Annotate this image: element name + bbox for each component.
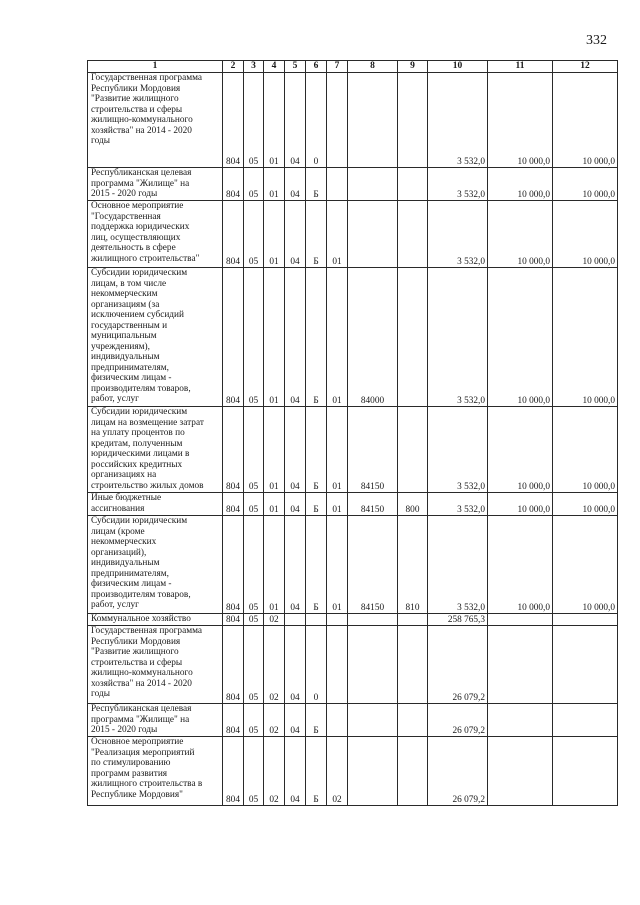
cell-amount-11: 10 000,0 bbox=[488, 168, 553, 201]
cell-ministry: 804 bbox=[223, 737, 244, 806]
cell-amount-11 bbox=[488, 626, 553, 704]
cell-section: 05 bbox=[244, 626, 264, 704]
cell-amount-11: 10 000,0 bbox=[488, 73, 553, 168]
cell-subsection: 02 bbox=[264, 626, 285, 704]
table-row bbox=[88, 201, 618, 268]
cell-section: 05 bbox=[244, 614, 264, 626]
budget-table bbox=[87, 60, 618, 806]
table-row bbox=[88, 493, 618, 516]
cell-code-9: 800 bbox=[398, 493, 428, 516]
cell-amount-11: 10 000,0 bbox=[488, 201, 553, 268]
cell-code-5: 04 bbox=[285, 516, 306, 614]
table-row bbox=[88, 614, 618, 626]
cell-code-5: 04 bbox=[285, 407, 306, 493]
col-header: 4 bbox=[264, 61, 285, 73]
cell-amount-10: 3 532,0 bbox=[428, 493, 488, 516]
cell-code-5: 04 bbox=[285, 201, 306, 268]
cell-amount-10: 3 532,0 bbox=[428, 516, 488, 614]
cell-amount-11 bbox=[488, 614, 553, 626]
cell-code-9 bbox=[398, 614, 428, 626]
cell-amount-10: 3 532,0 bbox=[428, 73, 488, 168]
cell-subsection: 01 bbox=[264, 493, 285, 516]
row-name: Государственная программа Республики Мордовия "Развитие жилищного строительства и сферы жилищно-коммунального хозяйства" на 2014 - 2020 годы bbox=[88, 626, 223, 704]
cell-amount-11: 10 000,0 bbox=[488, 407, 553, 493]
cell-code-6: 0 bbox=[306, 626, 327, 704]
cell-amount-12: 10 000,0 bbox=[553, 516, 618, 614]
cell-subsection: 01 bbox=[264, 168, 285, 201]
table-row bbox=[88, 73, 618, 168]
cell-subsection: 01 bbox=[264, 73, 285, 168]
col-header: 8 bbox=[348, 61, 398, 73]
cell-code-9 bbox=[398, 737, 428, 806]
cell-amount-11: 10 000,0 bbox=[488, 516, 553, 614]
cell-code-5: 04 bbox=[285, 268, 306, 407]
cell-amount-10: 3 532,0 bbox=[428, 407, 488, 493]
cell-code-5: 04 bbox=[285, 493, 306, 516]
cell-amount-10: 3 532,0 bbox=[428, 201, 488, 268]
cell-code-7 bbox=[327, 614, 348, 626]
cell-section: 05 bbox=[244, 201, 264, 268]
table-row bbox=[88, 626, 618, 704]
cell-code-6: Б bbox=[306, 704, 327, 737]
table-row bbox=[88, 268, 618, 407]
col-header: 9 bbox=[398, 61, 428, 73]
cell-amount-12: 10 000,0 bbox=[553, 73, 618, 168]
row-name: Республиканская целевая программа "Жилище" на 2015 - 2020 годы bbox=[88, 168, 223, 201]
table-row bbox=[88, 737, 618, 806]
row-name: Основное мероприятие "Государственная поддержка юридических лиц, осуществляющих деятельность в сфере жилищного строительства" bbox=[88, 201, 223, 268]
cell-subsection: 02 bbox=[264, 704, 285, 737]
table-row bbox=[88, 168, 618, 201]
row-name: Основное мероприятие "Реализация мероприятий по стимулированию программ развития жилищного строительства в Республике Мордовия" bbox=[88, 737, 223, 806]
cell-ministry: 804 bbox=[223, 493, 244, 516]
col-header: 11 bbox=[488, 61, 553, 73]
col-header: 6 bbox=[306, 61, 327, 73]
cell-code-5: 04 bbox=[285, 737, 306, 806]
cell-subsection: 01 bbox=[264, 268, 285, 407]
cell-code-6: Б bbox=[306, 407, 327, 493]
cell-code-9 bbox=[398, 704, 428, 737]
col-header: 2 bbox=[223, 61, 244, 73]
cell-code-5: 04 bbox=[285, 626, 306, 704]
cell-code-6: Б bbox=[306, 737, 327, 806]
cell-amount-10: 3 532,0 bbox=[428, 268, 488, 407]
cell-code-9: 810 bbox=[398, 516, 428, 614]
row-name: Республиканская целевая программа "Жилище" на 2015 - 2020 годы bbox=[88, 704, 223, 737]
row-name: Государственная программа Республики Мордовия "Развитие жилищного строительства и сферы жилищно-коммунального хозяйства" на 2014 - 2020 годы bbox=[88, 73, 223, 168]
cell-section: 05 bbox=[244, 407, 264, 493]
row-name: Субсидии юридическим лицам, в том числе некоммерческим организациям (за исключением субсидий государственным и муниципальным учреждениям), индивидуальным предпринимателям, физическим лицам - производителям товаров, работ, услуг bbox=[88, 268, 223, 407]
cell-code-9 bbox=[398, 73, 428, 168]
cell-subsection: 02 bbox=[264, 614, 285, 626]
col-header: 3 bbox=[244, 61, 264, 73]
cell-section: 05 bbox=[244, 268, 264, 407]
cell-code-5: 04 bbox=[285, 73, 306, 168]
page-number: 332 bbox=[586, 33, 607, 48]
cell-code-9 bbox=[398, 201, 428, 268]
cell-section: 05 bbox=[244, 516, 264, 614]
cell-amount-11 bbox=[488, 737, 553, 806]
col-header: 5 bbox=[285, 61, 306, 73]
cell-amount-12 bbox=[553, 737, 618, 806]
cell-code-8: 84150 bbox=[348, 516, 398, 614]
cell-ministry: 804 bbox=[223, 168, 244, 201]
cell-code-8 bbox=[348, 201, 398, 268]
cell-code-8 bbox=[348, 168, 398, 201]
cell-code-7 bbox=[327, 704, 348, 737]
cell-code-6 bbox=[306, 614, 327, 626]
cell-code-6: Б bbox=[306, 493, 327, 516]
table-row bbox=[88, 407, 618, 493]
row-name: Иные бюджетные ассигнования bbox=[88, 493, 223, 516]
cell-ministry: 804 bbox=[223, 268, 244, 407]
cell-code-7: 01 bbox=[327, 516, 348, 614]
cell-code-7: 02 bbox=[327, 737, 348, 806]
cell-code-8 bbox=[348, 704, 398, 737]
cell-code-7: 01 bbox=[327, 407, 348, 493]
col-header: 7 bbox=[327, 61, 348, 73]
cell-ministry: 804 bbox=[223, 201, 244, 268]
cell-amount-10: 26 079,2 bbox=[428, 704, 488, 737]
cell-code-7 bbox=[327, 626, 348, 704]
row-name: Субсидии юридическим лицам (кроме некоммерческих организаций), индивидуальным предпринимателям, физическим лицам - производителям товаров, работ, услуг bbox=[88, 516, 223, 614]
cell-code-8: 84000 bbox=[348, 268, 398, 407]
cell-section: 05 bbox=[244, 73, 264, 168]
cell-amount-12 bbox=[553, 626, 618, 704]
cell-section: 05 bbox=[244, 704, 264, 737]
cell-section: 05 bbox=[244, 493, 264, 516]
cell-code-6: Б bbox=[306, 168, 327, 201]
cell-amount-11: 10 000,0 bbox=[488, 268, 553, 407]
cell-code-8: 84150 bbox=[348, 407, 398, 493]
cell-code-9 bbox=[398, 407, 428, 493]
cell-amount-10: 3 532,0 bbox=[428, 168, 488, 201]
cell-code-9 bbox=[398, 168, 428, 201]
cell-amount-11 bbox=[488, 704, 553, 737]
cell-amount-10: 258 765,3 bbox=[428, 614, 488, 626]
cell-code-7: 01 bbox=[327, 268, 348, 407]
cell-code-5 bbox=[285, 614, 306, 626]
cell-code-7 bbox=[327, 168, 348, 201]
cell-ministry: 804 bbox=[223, 704, 244, 737]
col-header: 12 bbox=[553, 61, 618, 73]
cell-amount-12: 10 000,0 bbox=[553, 268, 618, 407]
cell-code-8 bbox=[348, 614, 398, 626]
row-name: Коммунальное хозяйство bbox=[88, 614, 223, 626]
cell-subsection: 01 bbox=[264, 516, 285, 614]
cell-amount-12 bbox=[553, 614, 618, 626]
cell-ministry: 804 bbox=[223, 516, 244, 614]
cell-code-6: 0 bbox=[306, 73, 327, 168]
table-row bbox=[88, 704, 618, 737]
cell-ministry: 804 bbox=[223, 626, 244, 704]
row-name: Субсидии юридическим лицам на возмещение затрат на уплату процентов по кредитам, полученным юридическими лицами в российских кредитных организациях на строительство жилых домов bbox=[88, 407, 223, 493]
cell-code-8: 84150 bbox=[348, 493, 398, 516]
cell-amount-12: 10 000,0 bbox=[553, 168, 618, 201]
cell-amount-11: 10 000,0 bbox=[488, 493, 553, 516]
cell-amount-12 bbox=[553, 704, 618, 737]
cell-code-5: 04 bbox=[285, 704, 306, 737]
cell-section: 05 bbox=[244, 737, 264, 806]
cell-section: 05 bbox=[244, 168, 264, 201]
cell-amount-12: 10 000,0 bbox=[553, 201, 618, 268]
cell-amount-10: 26 079,2 bbox=[428, 626, 488, 704]
cell-code-7: 01 bbox=[327, 201, 348, 268]
cell-code-9 bbox=[398, 626, 428, 704]
cell-code-7 bbox=[327, 73, 348, 168]
cell-code-5: 04 bbox=[285, 168, 306, 201]
col-header: 10 bbox=[428, 61, 488, 73]
cell-code-8 bbox=[348, 626, 398, 704]
cell-code-6: Б bbox=[306, 268, 327, 407]
cell-ministry: 804 bbox=[223, 73, 244, 168]
cell-subsection: 02 bbox=[264, 737, 285, 806]
cell-code-6: Б bbox=[306, 201, 327, 268]
table-row bbox=[88, 516, 618, 614]
col-header: 1 bbox=[88, 61, 223, 73]
cell-amount-12: 10 000,0 bbox=[553, 493, 618, 516]
cell-code-8 bbox=[348, 737, 398, 806]
cell-subsection: 01 bbox=[264, 407, 285, 493]
cell-ministry: 804 bbox=[223, 407, 244, 493]
cell-amount-12: 10 000,0 bbox=[553, 407, 618, 493]
cell-amount-10: 26 079,2 bbox=[428, 737, 488, 806]
cell-code-9 bbox=[398, 268, 428, 407]
cell-code-7: 01 bbox=[327, 493, 348, 516]
cell-code-6: Б bbox=[306, 516, 327, 614]
cell-ministry: 804 bbox=[223, 614, 244, 626]
cell-subsection: 01 bbox=[264, 201, 285, 268]
header-row bbox=[88, 61, 618, 73]
cell-code-8 bbox=[348, 73, 398, 168]
